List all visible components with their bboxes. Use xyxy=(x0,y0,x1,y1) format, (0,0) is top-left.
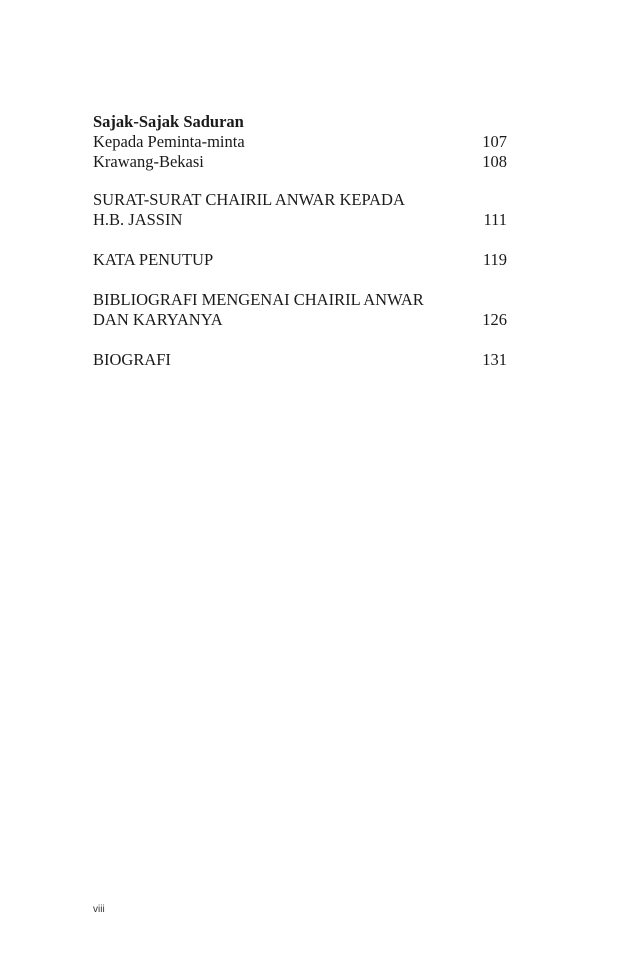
toc-entry-title-continued: H.B. JASSIN xyxy=(93,210,183,229)
toc-entry-title: SURAT-SURAT CHAIRIL ANWAR KEPADA xyxy=(93,190,405,209)
toc-entry-surat-line1 xyxy=(93,190,507,210)
toc-entry-title-continued: DAN KARYANYA xyxy=(93,310,223,329)
toc-entry-biografi xyxy=(93,350,507,370)
toc-entry-title: KATA PENUTUP xyxy=(93,250,214,269)
toc-entry-page: 111 xyxy=(483,210,507,229)
toc-section-heading xyxy=(93,112,507,132)
toc-entry-kepada-peminta-minta xyxy=(93,132,507,152)
toc-entry-surat-line2 xyxy=(93,210,507,230)
table-of-contents xyxy=(93,112,507,370)
toc-entry-page: 107 xyxy=(482,132,507,151)
page-number: viii xyxy=(93,904,105,915)
section-heading-text: Sajak-Sajak Saduran xyxy=(93,112,244,131)
toc-entry-bibliografi-line2 xyxy=(93,310,507,330)
toc-entry-page: 131 xyxy=(482,350,507,369)
spacer xyxy=(93,172,507,190)
spacer xyxy=(93,230,507,250)
toc-entry-title: BIBLIOGRAFI MENGENAI CHAIRIL ANWAR xyxy=(93,290,424,309)
toc-entry-page: 108 xyxy=(482,152,507,171)
toc-entry-title: Krawang-Bekasi xyxy=(93,152,204,171)
toc-entry-title: Kepada Peminta-minta xyxy=(93,132,245,151)
toc-entry-title: BIOGRAFI xyxy=(93,350,171,369)
toc-entry-kata-penutup xyxy=(93,250,507,270)
toc-entry-page: 126 xyxy=(482,310,507,329)
spacer xyxy=(93,330,507,350)
spacer xyxy=(93,270,507,290)
toc-entry-krawang-bekasi xyxy=(93,152,507,172)
toc-entry-bibliografi-line1 xyxy=(93,290,507,310)
toc-entry-page: 119 xyxy=(482,250,507,269)
